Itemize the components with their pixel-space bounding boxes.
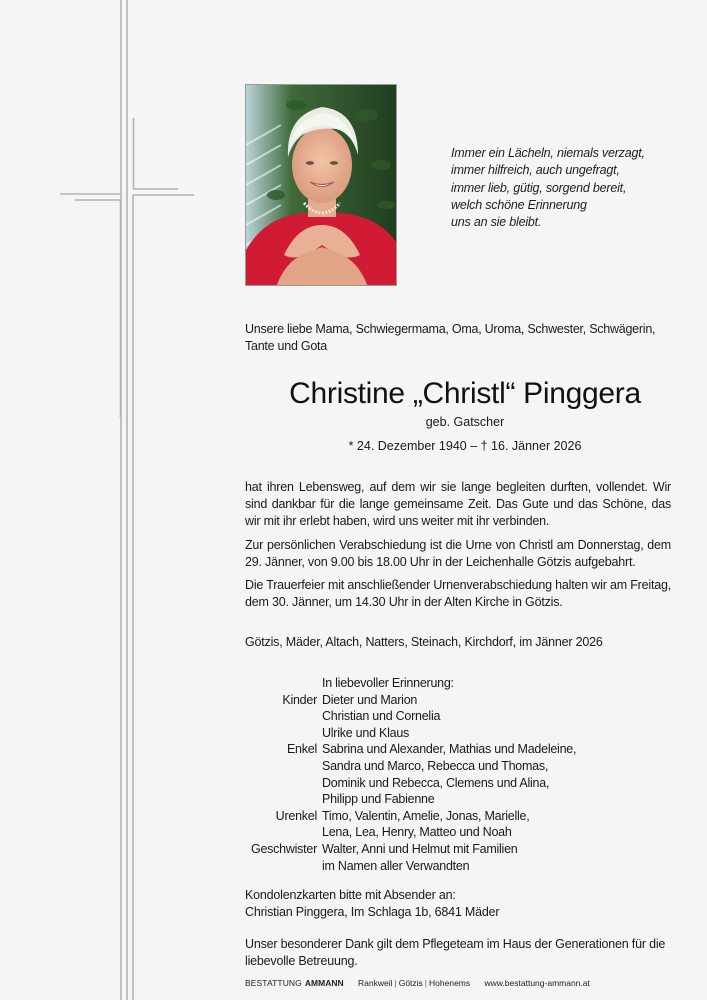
places-date: Götzis, Mäder, Altach, Natters, Steinach, Kirchdorf, im Jänner 2026 bbox=[245, 635, 603, 649]
intro-text: Unsere liebe Mama, Schwiegermama, Oma, Uroma, Schwester, Schwägerin, Tante und Gota bbox=[245, 322, 656, 353]
location: Götzis bbox=[398, 978, 423, 988]
location: Hohenems bbox=[429, 978, 471, 988]
family-names: Sandra und Marco, Rebecca und Thomas, bbox=[322, 758, 549, 773]
poem-line: uns an sie bleibt. bbox=[451, 215, 542, 230]
family-names: Walter, Anni und Helmut mit Familien bbox=[322, 841, 518, 856]
condolence-line: Christian Pinggera, Im Schlaga 1b, 6841 Mäder bbox=[245, 905, 500, 919]
body-paragraph: Die Trauerfeier mit anschließender Urnenverabschiedung halten wir am Freitag, dem 30. Jänner, um 14.30 Uhr in der Alten Kirche in Götzis. bbox=[245, 578, 671, 610]
family-names: Philipp und Fabienne bbox=[322, 792, 435, 807]
life-dates: * 24. Dezember 1940 – † 16. Jänner 2026 bbox=[348, 439, 582, 453]
body-paragraph: Zur persönlichen Verabschiedung ist die Urne von Christl am Donnerstag, dem 29. Jänner, von 9.00 bis 18.00 Uhr in der Leichenhalle Götzis aufgebahrt. bbox=[245, 537, 671, 569]
condolence-address bbox=[245, 887, 499, 921]
portrait-photo bbox=[245, 84, 397, 286]
cross-icon bbox=[0, 0, 220, 1000]
poem-line: welch schöne Erinnerung bbox=[451, 197, 587, 212]
brand-prefix: BESTATTUNG bbox=[245, 978, 302, 988]
family-names: Ulrike und Klaus bbox=[322, 725, 410, 740]
family-heading: In liebevoller Erinnerung: bbox=[322, 676, 454, 690]
family-list bbox=[245, 675, 576, 874]
family-label: Urenkel bbox=[275, 808, 317, 823]
family-names: Lena, Lea, Henry, Matteo und Noah bbox=[322, 825, 512, 840]
family-row-urenkel bbox=[245, 808, 576, 825]
separator: | bbox=[394, 978, 397, 988]
funeral-home-footer bbox=[245, 977, 590, 989]
poem-line: immer lieb, gütig, sorgend bereit, bbox=[451, 180, 627, 195]
website-link[interactable]: www.bestattung-ammann.at bbox=[484, 978, 590, 988]
maiden-name: geb. Gatscher bbox=[425, 415, 505, 429]
family-row-kinder bbox=[245, 692, 576, 709]
family-names: Dieter und Marion bbox=[322, 692, 418, 707]
locations bbox=[358, 978, 473, 988]
deceased-name: Christine „Christl“ Pinggera bbox=[289, 377, 641, 410]
thanks-note: Unser besonderer Dank gilt dem Pflegeteam im Haus der Generationen für die liebevolle Betreuung. bbox=[245, 937, 666, 968]
family-row-enkel bbox=[245, 741, 576, 758]
poem-line: Immer ein Lächeln, niemals verzagt, bbox=[451, 146, 645, 160]
brand-name: AMMANN bbox=[304, 978, 344, 988]
portrait-image bbox=[246, 85, 397, 286]
family-label: Kinder bbox=[282, 692, 317, 707]
family-names: Christian und Cornelia bbox=[322, 709, 441, 724]
announcement-body bbox=[245, 479, 671, 617]
family-names: Sabrina und Alexander, Mathias und Madeleine, bbox=[322, 742, 577, 757]
family-names: Timo, Valentin, Amelie, Jonas, Marielle, bbox=[322, 808, 530, 823]
separator: | bbox=[424, 978, 428, 988]
location: Rankweil bbox=[357, 978, 393, 988]
family-row-geschwister bbox=[245, 841, 576, 858]
family-closing: im Namen aller Verwandten bbox=[322, 858, 470, 873]
body-paragraph: hat ihren Lebensweg, auf dem wir sie lange begleiten durften, vollendet. Wir sind dankbar für die lange gemeinsame Zeit. Das Gute und das Schöne, das wir mit ihr erlebt haben, wird uns weiter mit ihr verbinden. bbox=[245, 480, 671, 529]
family-heading-row bbox=[245, 675, 576, 692]
family-label: Geschwister bbox=[250, 841, 317, 856]
memorial-poem bbox=[451, 145, 645, 231]
poem-line: immer hilfreich, auch ungefragt, bbox=[451, 163, 620, 178]
family-label: Enkel bbox=[286, 742, 317, 757]
condolence-line: Kondolenzkarten bitte mit Absender an: bbox=[245, 888, 456, 902]
family-names: Dominik und Rebecca, Clemens und Alina, bbox=[322, 775, 550, 790]
